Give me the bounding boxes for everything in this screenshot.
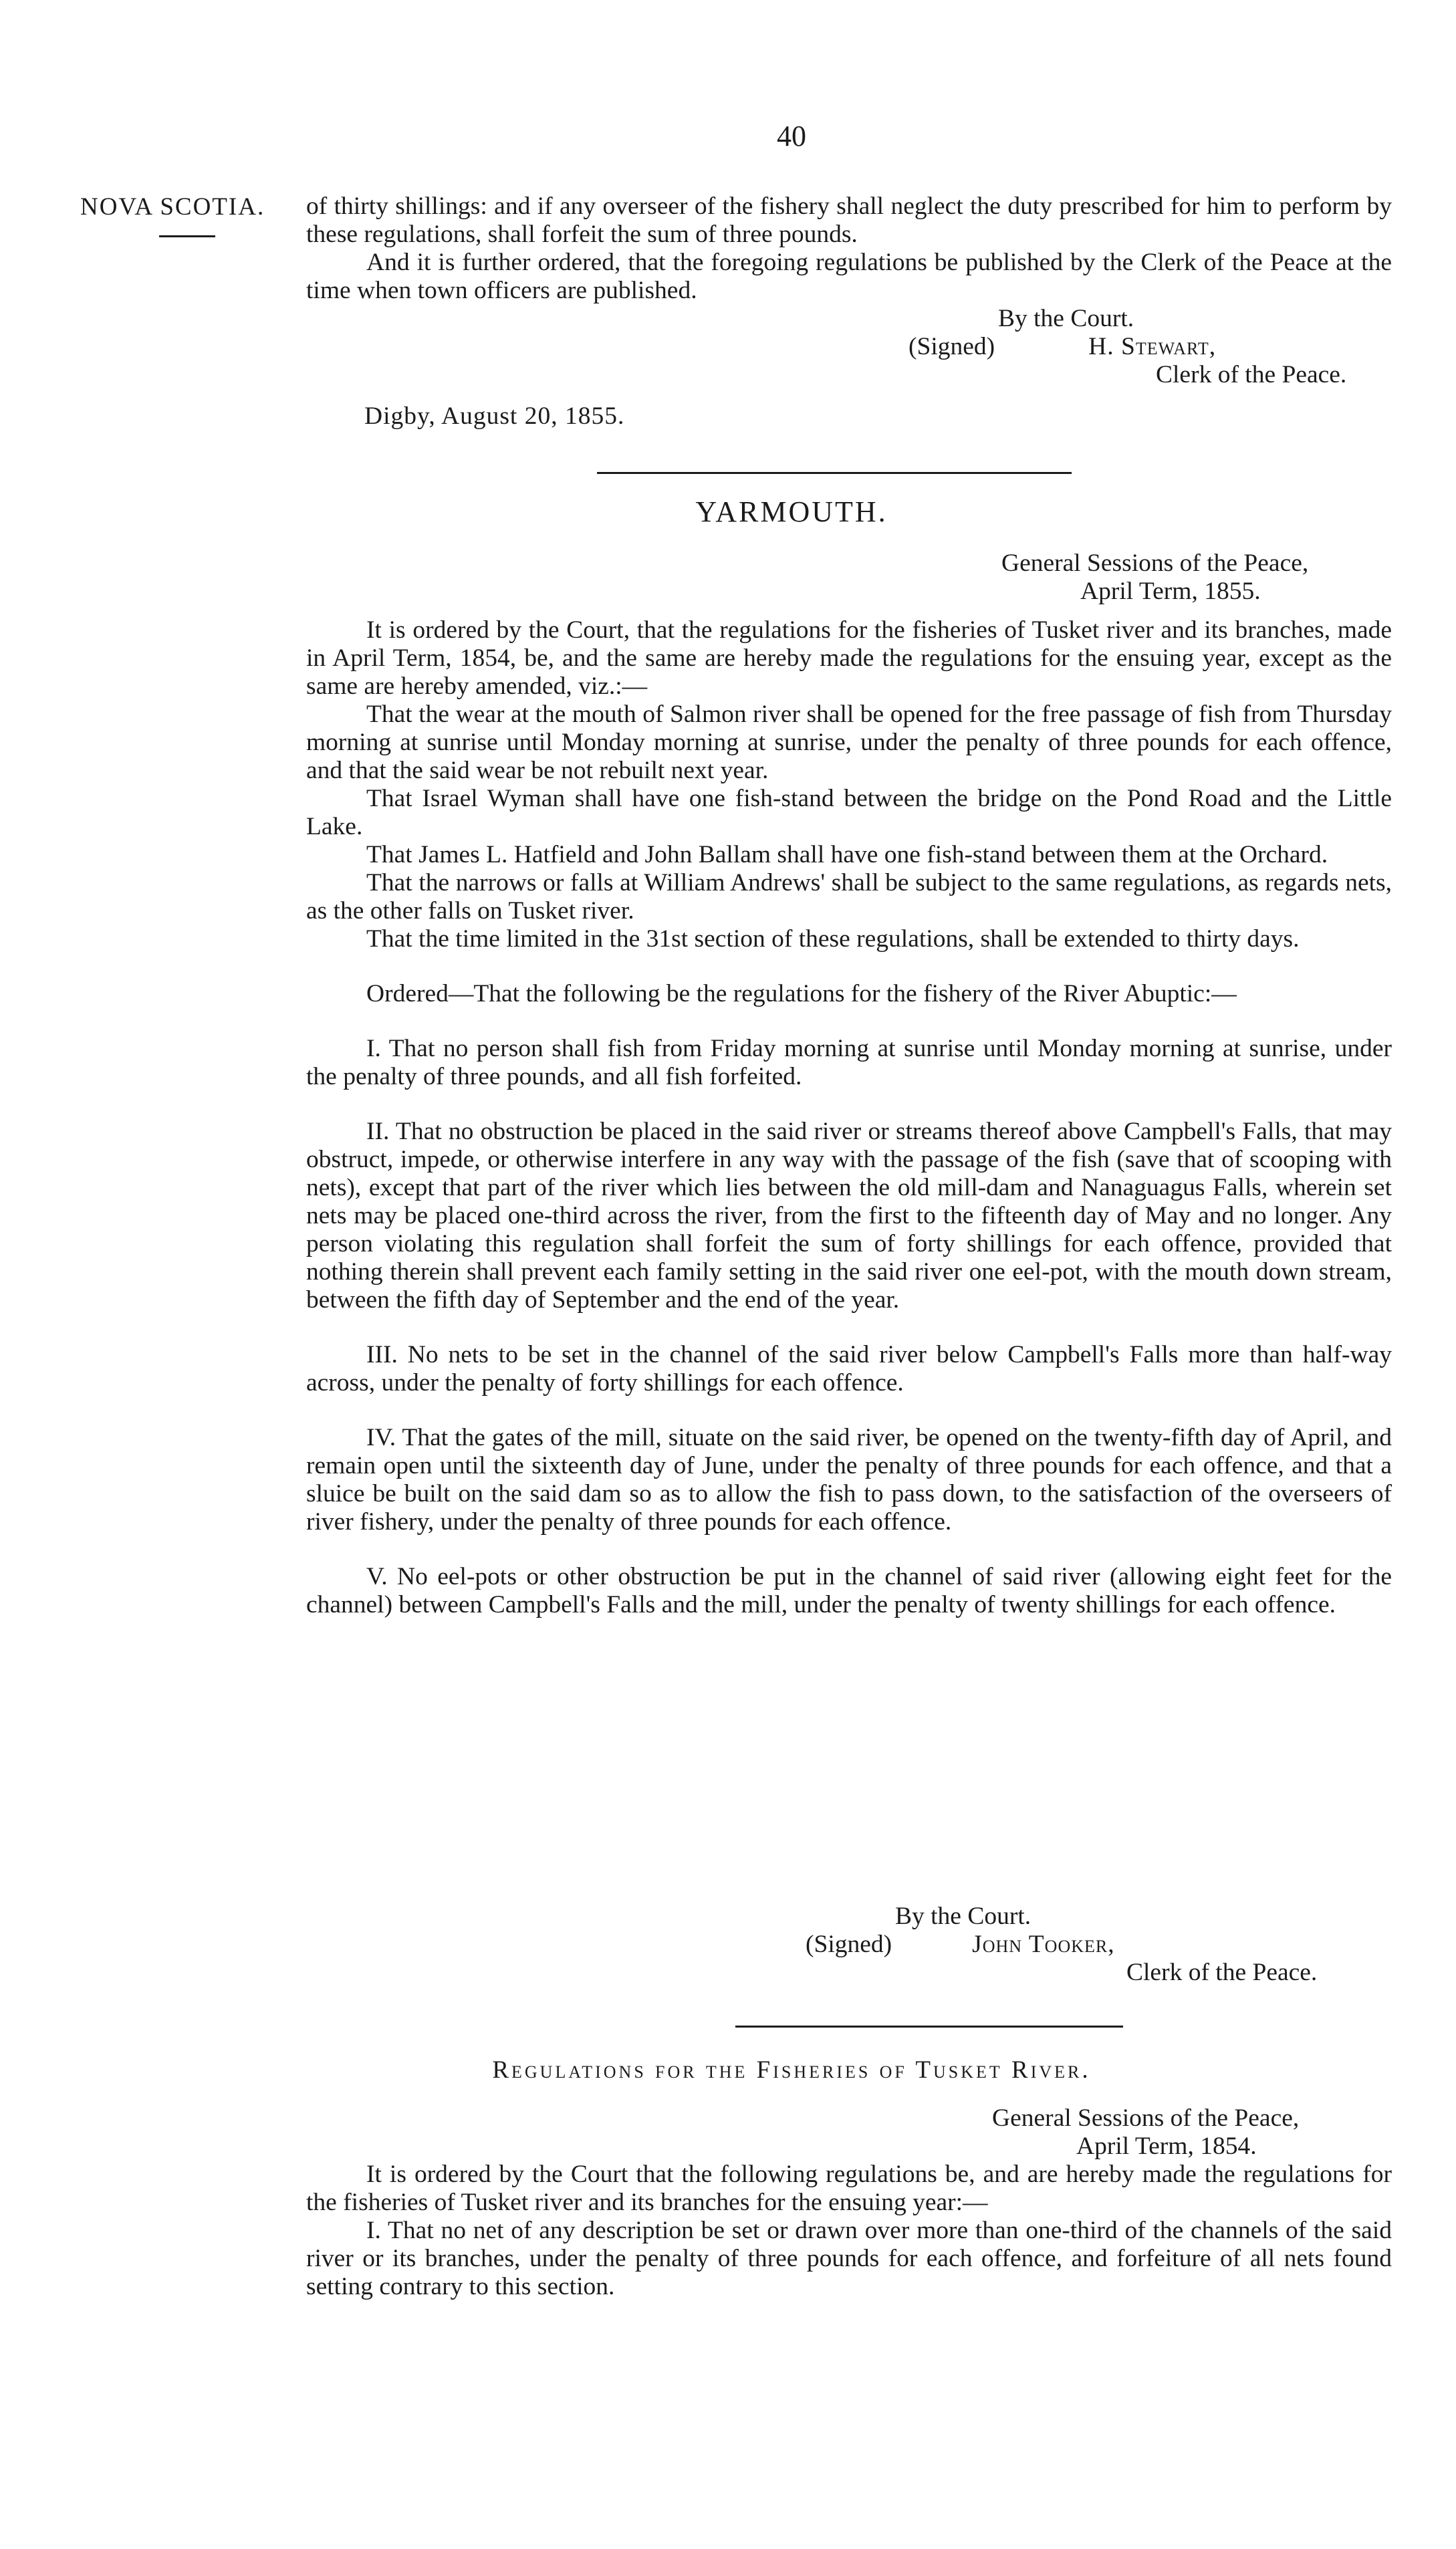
rule-paragraph: IV. That the gates of the mill, situate on the said river, be opened on the twenty-fifth day of April, and remain open until the sixteenth day of June, under the penalty of three pounds for each offence, and that a sluice be built on the said dam so as to allow the fish to pass down, to the satisfaction of the overseers of river fishery, under the penalty of three pounds for each offence. xyxy=(306,1424,1392,1536)
signature-line xyxy=(806,1931,1317,1959)
digby-paragraph: And it is further ordered, that the foregoing regulations be published by the Clerk of the Peace at the time when town officers are published. xyxy=(306,249,1392,304)
margin-note: NOVA SCOTIA. xyxy=(80,193,265,221)
signature-line xyxy=(908,333,1346,361)
digby-text xyxy=(306,193,1392,305)
signer-title: Clerk of the Peace. xyxy=(1126,1959,1318,1986)
by-court-text: By the Court. xyxy=(998,305,1134,332)
yarmouth-signature xyxy=(806,1903,1317,1987)
yarmouth-text xyxy=(306,616,1392,1619)
signer-name: H. Stewart, xyxy=(1088,333,1217,360)
digby-date: Digby, August 20, 1855. xyxy=(364,402,625,430)
section-divider xyxy=(735,2026,1123,2028)
rule-paragraph: II. That no obstruction be placed in the said river or streams thereof above Campbell's Falls, that may obstruct, impede, or otherwise interfere in any way with the passage of the fish (save that of scooping with nets), except that part of the river which lies between the old mill-dam and Nanaguagus Falls, wherein set nets may be placed one-third across the river, from the first to the fifteenth day of May and no longer. Any person violating this regulation shall forfeit the sum of forty shillings for each offence, provided that nothing therein shall prevent each family setting in the said river one eel-pot, with the mouth down stream, between the fifth day of September and the end of the year. xyxy=(306,1118,1392,1314)
digby-paragraph: of thirty shillings: and if any overseer of the fishery shall neglect the duty prescribed for him to perform by these regulations, shall forfeit the sum of three pounds. xyxy=(306,193,1392,248)
by-court-text: By the Court. xyxy=(895,1903,1032,1930)
signed-label: (Signed) xyxy=(806,1931,892,1958)
signer-title: Clerk of the Peace. xyxy=(1156,361,1347,388)
rule-paragraph: V. No eel-pots or other obstruction be put in the channel of said river (allowing eight feet for the channel) between Campbell's Falls and the mill, under the penalty of twenty shillings for each offence. xyxy=(306,1563,1392,1618)
yarmouth-paragraph: That Israel Wyman shall have one fish-stand between the bridge on the Pond Road and the Little Lake. xyxy=(306,785,1392,840)
yarmouth-paragraph: That James L. Hatfield and John Ballam shall have one fish-stand between them at the Orchard. xyxy=(366,841,1328,868)
section-divider xyxy=(597,472,1072,474)
yarmouth-paragraph: That the wear at the mouth of Salmon river shall be opened for the free passage of fish from Thursday morning at sunrise until Monday morning at sunrise, under the penalty of three pounds for each offence, and that the said wear be not rebuilt next year. xyxy=(306,701,1392,784)
yarmouth-heading: YARMOUTH. xyxy=(695,495,888,528)
signer-name: John Tooker, xyxy=(972,1931,1115,1958)
tusket-session xyxy=(992,2104,1299,2161)
page-number: 40 xyxy=(777,120,806,152)
session-line: General Sessions of the Peace, xyxy=(992,2104,1300,2132)
yarmouth-paragraph: That the time limited in the 31st section of these regulations, shall be extended to thirty days. xyxy=(366,925,1300,953)
ordered-paragraph: Ordered—That the following be the regulations for the fishery of the River Abuptic:— xyxy=(366,980,1237,1007)
yarmouth-paragraph: That the narrows or falls at William Andrews' shall be subject to the same regulations, as regards nets, as the other falls on Tusket river. xyxy=(306,869,1392,925)
margin-dash-rule xyxy=(159,235,215,237)
digby-signature xyxy=(908,305,1346,389)
session-term: April Term, 1855. xyxy=(1080,578,1261,605)
rule-paragraph: I. That no person shall fish from Friday morning at sunrise until Monday morning at sunrise, under the penalty of three pounds, and all fish forfeited. xyxy=(306,1035,1392,1090)
rule-paragraph: III. No nets to be set in the channel of the said river below Campbell's Falls more than half-way across, under the penalty of forty shillings for each offence. xyxy=(306,1341,1392,1397)
tusket-text xyxy=(306,2161,1392,2301)
tusket-paragraph: I. That no net of any description be set or drawn over more than one-third of the channels of the said river or its branches, under the penalty of three pounds for each offence, and forfeiture of all nets found setting contrary to this section. xyxy=(306,2217,1392,2300)
signed-label: (Signed) xyxy=(908,333,995,360)
yarmouth-paragraph: It is ordered by the Court, that the regulations for the fisheries of Tusket river and its branches, made in April Term, 1854, be, and the same are hereby made the regulations for the ensuing year, except as the same are hereby amended, viz.:— xyxy=(306,616,1392,700)
session-term: April Term, 1854. xyxy=(1076,2133,1257,2160)
tusket-heading: Regulations for the Fisheries of Tusket River. xyxy=(492,2056,1091,2084)
session-line: General Sessions of the Peace, xyxy=(1001,550,1309,577)
tusket-paragraph: It is ordered by the Court that the following regulations be, and are hereby made the regulations for the fisheries of Tusket river and its branches for the ensuing year:— xyxy=(306,2161,1392,2216)
yarmouth-session xyxy=(1001,550,1308,606)
